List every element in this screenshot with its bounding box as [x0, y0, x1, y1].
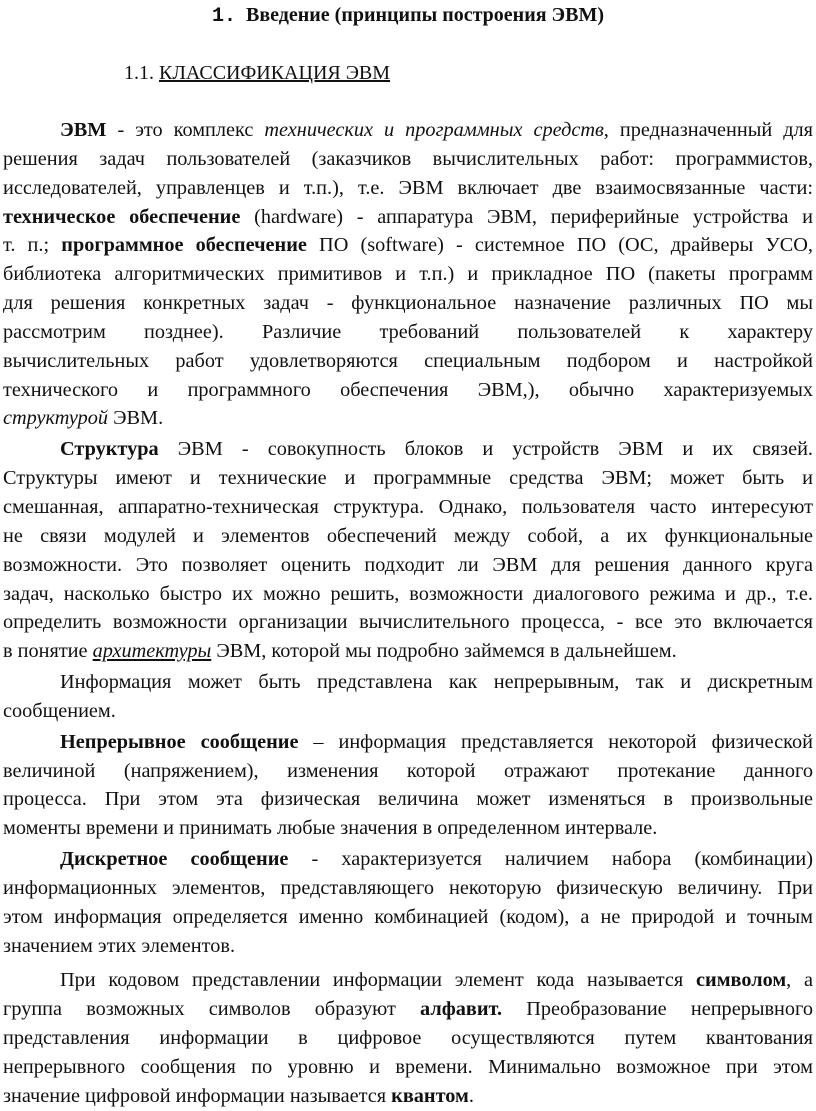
term-symbol: символом	[696, 969, 787, 992]
text-line: непрерывного сообщения по уровню и времени. Минимально возможное при этом	[3, 1056, 813, 1078]
text-line: значением этих элементов.	[3, 934, 236, 957]
text-line: представления информации в цифровое осуществляются путем квантования	[3, 1027, 813, 1050]
term-hardware: техническое обеспечение	[3, 205, 241, 228]
term-quantum: квантом	[391, 1084, 469, 1107]
text-line: моменты времени и принимать любые значения в определенном интервале.	[3, 817, 658, 840]
italic-span: технических и программных средств	[264, 119, 604, 141]
text-span: - характеризуется наличием набора (комбинации)	[288, 848, 813, 871]
text-span: ЭВМ.	[108, 407, 164, 430]
term-alphabet: алфавит.	[420, 998, 503, 1021]
text-span: Преобразование непрерывного	[502, 998, 813, 1021]
text-line	[3, 995, 813, 1024]
text-line: процесса. При этом эта физическая величина может изменяться в произвольные	[3, 788, 813, 811]
text-line: вычислительных работ удовлетворяются специальным подбором и настройкой	[3, 349, 813, 372]
text-line: величиной (напряжением), изменения которой отражают протекание данного	[3, 759, 813, 782]
paragraph-coding	[3, 966, 813, 1110]
text-line: задач, насколько быстро их можно решить, возможности диалогового режима и др., т.е.	[3, 582, 813, 605]
text-line: технического и программного обеспечения ЭВМ,), обычно характеризуемых	[3, 378, 813, 401]
paragraph-discrete-message	[3, 845, 813, 960]
term-evm: ЭВМ	[60, 119, 107, 141]
text-span: При кодовом представлении информации элемент кода называется	[60, 969, 697, 992]
term-structure-italic: структурой	[3, 407, 109, 430]
subsection-heading	[124, 62, 390, 85]
text-span: (hardware) - аппаратура ЭВМ, периферийные устройства и	[240, 205, 813, 228]
term-software: программное обеспечение	[61, 234, 307, 257]
paragraph-structure	[3, 435, 813, 666]
term-discrete-message: Дискретное сообщение	[60, 848, 289, 871]
text-span: значение цифровой информации называется	[3, 1084, 392, 1107]
text-line: Информация может быть представлена как непрерывным, так и дискретным	[60, 671, 813, 694]
text-line: решения задач пользователей (заказчиков вычислительных работ: программистов,	[3, 147, 813, 170]
section-heading	[0, 4, 816, 28]
paragraph-evm-definition	[3, 116, 813, 433]
text-span: ЭВМ - совокупность блоков и устройств ЭВМ и их связей.	[158, 438, 813, 461]
text-line: этом информация определяется именно комбинацией (кодом), а не природой и точным	[3, 905, 813, 928]
term-continuous-message: Непрерывное сообщение	[60, 730, 299, 753]
text-line	[3, 203, 813, 232]
text-span: ПО (software) - системное ПО (ОС, драйверы УСО,	[306, 234, 813, 257]
text-line: Структуры имеют и технические и программные средства ЭВМ; может быть и	[3, 467, 813, 490]
text-line	[3, 231, 813, 260]
text-line: рассмотрим позднее). Различие требований пользователей к характеру	[3, 320, 813, 343]
subsection-number: 1.1.	[124, 62, 154, 84]
text-line: возможности. Это позволяет оценить подходит ли ЭВМ для решения данного круга	[3, 553, 813, 576]
text-line	[3, 966, 813, 995]
text-line: не связи модулей и элементов обеспечений между собой, а их функциональные	[3, 524, 813, 547]
text-line: исследователей, управленцев и т.п.), т.е. ЭВМ включает две взаимосвязанные части:	[3, 176, 813, 199]
text-line	[3, 845, 813, 874]
text-span: , а	[786, 969, 813, 992]
text-line: определить возможности организации вычислительного процесса, - все это включается	[3, 611, 813, 634]
text-span: т. п.;	[3, 234, 62, 257]
paragraph-information	[3, 668, 813, 726]
text-line: для решения конкретных задач - функциональное назначение различных ПО мы	[3, 292, 813, 315]
text-span: , предназначенный для	[603, 119, 813, 141]
text-line: смешанная, аппаратно-техническая структура. Однако, пользователя часто интересуют	[3, 495, 813, 518]
text-span: ЭВМ, которой мы подробно займемся в дальнейшем.	[211, 640, 677, 663]
text-span: – информация представляется некоторой физической	[298, 730, 813, 753]
text-line: библиотека алгоритмических примитивов и т.п.) и прикладное ПО (пакеты программ	[3, 263, 813, 286]
term-architecture: архитектуры	[92, 640, 212, 663]
text-span: в понятие	[3, 640, 93, 663]
text-line: сообщением.	[3, 699, 116, 722]
subsection-title: КЛАССИФИКАЦИЯ ЭВМ	[159, 62, 391, 84]
term-structure: Структура	[60, 438, 159, 461]
section-number: 1.	[211, 5, 236, 28]
paragraph-continuous-message	[3, 728, 813, 843]
section-title: Введение (принципы построения ЭВМ)	[246, 4, 604, 26]
text-line: информационных элементов, представляющего некоторую физическую величину. При	[3, 876, 813, 899]
text-span: .	[468, 1084, 474, 1107]
text-line	[3, 637, 813, 666]
document-body	[3, 116, 813, 1111]
text-line	[3, 404, 813, 433]
text-line	[3, 1082, 813, 1111]
text-line	[3, 116, 813, 145]
text-line	[3, 435, 813, 464]
text-span: - это комплекс	[106, 119, 265, 141]
text-span: группа возможных символов образуют	[3, 998, 421, 1021]
text-line	[3, 728, 813, 757]
